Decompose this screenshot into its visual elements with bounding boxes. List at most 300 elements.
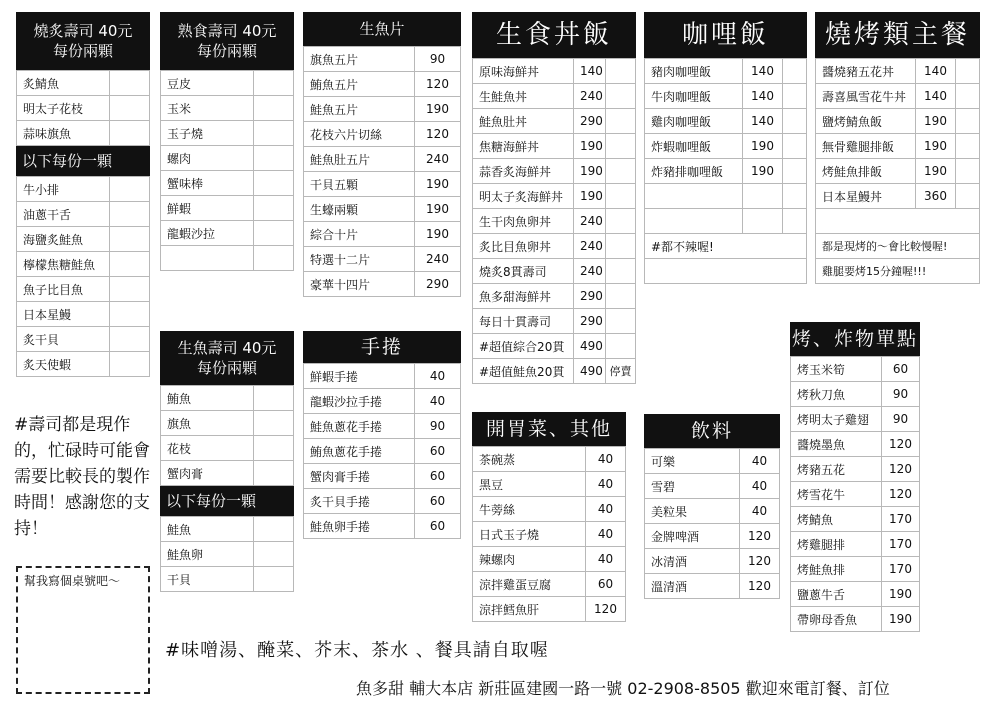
item-name: 鹽烤鯖魚飯 (816, 109, 916, 134)
item-name: 鮭魚肚五片 (304, 147, 415, 172)
raw-fish-sushi-title: 生魚壽司 40元 (177, 339, 277, 357)
item-price: 490 (574, 334, 606, 359)
item-price: 190 (916, 159, 956, 184)
sushi-note: #壽司都是現作的，忙碌時可能會需要比較長的製作時間！感謝您的支持！ (14, 415, 150, 539)
table-row[interactable] (473, 572, 626, 597)
table-row[interactable] (17, 252, 150, 277)
table-row[interactable] (304, 122, 461, 147)
curry-table (644, 58, 807, 284)
item-price: 120 (740, 524, 780, 549)
table-row[interactable] (473, 84, 636, 109)
curry-note: #都不辣喔! (645, 234, 807, 259)
table-row[interactable] (473, 309, 636, 334)
item-price: 170 (882, 507, 920, 532)
table-row[interactable] (17, 177, 150, 202)
item-name: 生鮭魚丼 (473, 84, 574, 109)
table-row[interactable] (161, 461, 294, 486)
item-price: 120 (740, 549, 780, 574)
item-price: 140 (743, 109, 783, 134)
cooked-sushi-table (160, 70, 294, 271)
item-name: 雪碧 (645, 474, 740, 499)
store-info: 魚多甜 輔大本店 新莊區建國一路一號 02-2908-8505 歡迎來電訂餐、訂位 (356, 679, 890, 698)
item-name: 溫清酒 (645, 574, 740, 599)
item-name: 鮮蝦 (161, 196, 254, 221)
item-name: 魚子比目魚 (17, 277, 110, 302)
item-name: 炙比目魚卵丼 (473, 234, 574, 259)
cooked-sushi-title: 熟食壽司 40元 (177, 22, 277, 40)
table-row (645, 259, 807, 284)
item-name: 雞肉咖哩飯 (645, 109, 743, 134)
grilled-sushi-subtitle: 每份兩顆 (52, 42, 113, 60)
item-price (743, 209, 783, 234)
table-row[interactable] (473, 109, 636, 134)
raw-fish-sushi-subtitle: 每份兩顆 (196, 359, 257, 377)
table-row[interactable] (161, 542, 294, 567)
appetizers-section (472, 412, 626, 622)
item-name: 日本星鰻丼 (816, 184, 916, 209)
item-name: 玉米 (161, 96, 254, 121)
item-price: 40 (586, 547, 626, 572)
item-price: 120 (415, 72, 461, 97)
item-price: 60 (415, 464, 461, 489)
grilled-fried-table (790, 356, 920, 632)
table-row[interactable] (473, 259, 636, 284)
table-row[interactable] (161, 517, 294, 542)
item-price: 190 (574, 134, 606, 159)
table-row[interactable] (473, 472, 626, 497)
table-row[interactable] (304, 47, 461, 72)
item-price: 170 (882, 532, 920, 557)
table-row[interactable] (17, 121, 150, 146)
item-name: 鮪魚蔥花手捲 (304, 439, 415, 464)
item-name: 美粒果 (645, 499, 740, 524)
item-name: 旗魚 (161, 411, 254, 436)
grilled-fried-section (790, 322, 920, 632)
item-name: 日式玉子燒 (473, 522, 586, 547)
table-row[interactable] (816, 159, 980, 184)
table-row[interactable] (161, 96, 294, 121)
item-price: 190 (415, 222, 461, 247)
self-service-note: #味噌湯、醃菜、芥末、茶水 、餐具請自取喔 (165, 640, 549, 661)
table-row[interactable] (17, 96, 150, 121)
item-name: 蒜味旗魚 (17, 121, 110, 146)
item-name: 醬燒豬五花丼 (816, 59, 916, 84)
table-row[interactable] (17, 202, 150, 227)
item-name: 炙干貝 (17, 327, 110, 352)
grilled-sushi-table-2 (16, 176, 150, 377)
item-name: 烤鮭魚排飯 (816, 159, 916, 184)
item-price: 40 (740, 499, 780, 524)
table-row[interactable] (791, 582, 920, 607)
item-price: 120 (586, 597, 626, 622)
item-name: 蟹味棒 (161, 171, 254, 196)
table-row[interactable] (645, 474, 780, 499)
item-name: 茶碗蒸 (473, 447, 586, 472)
item-name: 涼拌鱈魚肝 (473, 597, 586, 622)
item-price: 490 (574, 359, 606, 384)
item-name: 烤鯖魚 (791, 507, 882, 532)
table-row[interactable] (304, 489, 461, 514)
table-row[interactable] (645, 59, 807, 84)
item-price: 90 (415, 414, 461, 439)
item-name: 鮭魚 (161, 517, 254, 542)
item-price: 140 (916, 84, 956, 109)
table-row[interactable] (17, 352, 150, 377)
table-row[interactable] (161, 386, 294, 411)
table-row[interactable] (791, 482, 920, 507)
table-row[interactable] (304, 197, 461, 222)
sashimi-section (303, 12, 461, 297)
table-row[interactable] (473, 159, 636, 184)
item-name: 玉子燒 (161, 121, 254, 146)
table-row[interactable] (791, 432, 920, 457)
item-price: 120 (882, 432, 920, 457)
table-row[interactable] (161, 436, 294, 461)
item-price: 190 (743, 134, 783, 159)
raw-fish-sushi-header (160, 331, 294, 385)
table-row[interactable] (304, 514, 461, 539)
item-price: 190 (882, 607, 920, 632)
item-name: 明太子炙海鮮丼 (473, 184, 574, 209)
item-name: 鮭魚卵 (161, 542, 254, 567)
table-row[interactable] (17, 302, 150, 327)
table-row[interactable] (816, 184, 980, 209)
grilled-sushi-title: 燒炙壽司 40元 (33, 22, 133, 40)
item-price: 140 (743, 59, 783, 84)
table-row[interactable] (791, 382, 920, 407)
item-price: 190 (415, 197, 461, 222)
item-price: 190 (415, 172, 461, 197)
item-price: 120 (882, 457, 920, 482)
item-name: 炙鯖魚 (17, 71, 110, 96)
item-price: 140 (743, 84, 783, 109)
cooked-sushi-subtitle: 每份兩顆 (196, 42, 257, 60)
item-name: 龍蝦沙拉手捲 (304, 389, 415, 414)
raw-bowls-table (472, 58, 636, 384)
table-row[interactable] (816, 109, 980, 134)
table-row[interactable] (791, 532, 920, 557)
hand-rolls-table (303, 363, 461, 539)
item-name: 鮪魚五片 (304, 72, 415, 97)
item-price: 360 (916, 184, 956, 209)
table-row[interactable] (17, 71, 150, 96)
table-row[interactable] (304, 222, 461, 247)
item-price: 190 (743, 159, 783, 184)
table-row[interactable] (161, 246, 294, 271)
item-name: 焦糖海鮮丼 (473, 134, 574, 159)
item-price: 190 (916, 109, 956, 134)
table-row[interactable] (161, 221, 294, 246)
table-row[interactable] (473, 59, 636, 84)
item-price: 60 (586, 572, 626, 597)
table-row[interactable] (304, 364, 461, 389)
table-row[interactable] (816, 84, 980, 109)
item-name: 生蠔兩顆 (304, 197, 415, 222)
drinks-section (644, 414, 780, 599)
item-price: 290 (574, 309, 606, 334)
grilled-sushi-section (16, 12, 150, 377)
item-name: 蟹肉膏手捲 (304, 464, 415, 489)
item-name: 生干肉魚卵丼 (473, 209, 574, 234)
item-price: 90 (882, 382, 920, 407)
item-price: 40 (740, 449, 780, 474)
table-row[interactable] (17, 277, 150, 302)
table-row[interactable] (645, 84, 807, 109)
table-row (645, 234, 807, 259)
item-name: 無骨雞腿排飯 (816, 134, 916, 159)
drinks-header: 飲料 (644, 414, 780, 448)
table-row[interactable] (791, 607, 920, 632)
item-price: 40 (586, 497, 626, 522)
sashimi-table (303, 46, 461, 297)
item-name: 涼拌雞蛋豆腐 (473, 572, 586, 597)
item-name: 烤玉米筍 (791, 357, 882, 382)
item-price: 90 (882, 407, 920, 432)
table-row[interactable] (816, 134, 980, 159)
item-price: 40 (740, 474, 780, 499)
table-row[interactable] (473, 497, 626, 522)
curry-section (644, 12, 807, 284)
table-row[interactable] (473, 209, 636, 234)
item-price: 190 (415, 97, 461, 122)
item-price: 120 (740, 574, 780, 599)
table-row[interactable] (645, 499, 780, 524)
item-name: 豆皮 (161, 71, 254, 96)
item-name: 炙干貝手捲 (304, 489, 415, 514)
table-row (816, 259, 980, 284)
raw-fish-sushi-table-2 (160, 516, 294, 592)
item-name: 海鹽炙鮭魚 (17, 227, 110, 252)
item-price: 90 (415, 47, 461, 72)
item-name: 烤雞腿排 (791, 532, 882, 557)
item-name: 每日十貫壽司 (473, 309, 574, 334)
item-name: 烤鮭魚排 (791, 557, 882, 582)
item-name: 帶卵母香魚 (791, 607, 882, 632)
table-row[interactable] (17, 327, 150, 352)
item-price: 240 (415, 147, 461, 172)
item-name: 干貝 (161, 567, 254, 592)
item-name: 龍蝦沙拉 (161, 221, 254, 246)
item-name: 金牌啤酒 (645, 524, 740, 549)
table-row[interactable] (645, 524, 780, 549)
table-row[interactable] (473, 234, 636, 259)
table-row[interactable] (473, 334, 636, 359)
raw-fish-sushi-section (160, 331, 294, 592)
table-row[interactable] (304, 389, 461, 414)
grilled-sushi-header (16, 12, 150, 70)
item-name: 烤雪花牛 (791, 482, 882, 507)
item-price: 190 (574, 159, 606, 184)
item-name: 黑豆 (473, 472, 586, 497)
grill-mains-table (815, 58, 980, 284)
cooked-sushi-header (160, 12, 294, 70)
table-row[interactable] (791, 557, 920, 582)
item-price: 140 (574, 59, 606, 84)
item-price: 120 (882, 482, 920, 507)
item-name: 特選十二片 (304, 247, 415, 272)
item-price: 190 (916, 134, 956, 159)
table-row[interactable] (161, 121, 294, 146)
table-row[interactable] (161, 411, 294, 436)
item-name: 烤豬五花 (791, 457, 882, 482)
item-name: 牛蒡絲 (473, 497, 586, 522)
drinks-table (644, 448, 780, 599)
table-row[interactable] (791, 507, 920, 532)
item-price: 290 (574, 284, 606, 309)
table-row[interactable] (791, 457, 920, 482)
item-name: 壽喜風雪花牛丼 (816, 84, 916, 109)
table-row[interactable] (816, 59, 980, 84)
table-row[interactable] (473, 359, 636, 384)
item-name: 鮭魚五片 (304, 97, 415, 122)
hand-rolls-section (303, 331, 461, 539)
item-name: 綜合十片 (304, 222, 415, 247)
table-number-box[interactable] (16, 566, 150, 694)
item-name: 冰清酒 (645, 549, 740, 574)
table-row[interactable] (304, 97, 461, 122)
item-name: 鮭魚蔥花手捲 (304, 414, 415, 439)
item-name: 烤明太子雞翅 (791, 407, 882, 432)
item-name: 油蔥干舌 (17, 202, 110, 227)
raw-fish-sushi-subheader: 以下每份一顆 (160, 486, 294, 516)
item-price: 140 (916, 59, 956, 84)
item-price: 40 (586, 522, 626, 547)
grill-mains-section (815, 12, 980, 284)
item-price: 170 (882, 557, 920, 582)
table-row[interactable] (645, 449, 780, 474)
item-price: 60 (415, 514, 461, 539)
item-price: 40 (415, 364, 461, 389)
item-name: 炸豬排咖哩飯 (645, 159, 743, 184)
item-name: 炸蝦咖哩飯 (645, 134, 743, 159)
table-row[interactable] (473, 597, 626, 622)
item-name: 可樂 (645, 449, 740, 474)
item-name: 魚多甜海鮮丼 (473, 284, 574, 309)
table-row[interactable] (473, 134, 636, 159)
raw-fish-sushi-table (160, 385, 294, 486)
item-price: 40 (586, 447, 626, 472)
grilled-sushi-table (16, 70, 150, 146)
item-name: 鹽蔥牛舌 (791, 582, 882, 607)
item-price: 60 (415, 439, 461, 464)
table-row[interactable] (304, 172, 461, 197)
table-row[interactable] (304, 439, 461, 464)
item-name: 牛小排 (17, 177, 110, 202)
item-price: 190 (882, 582, 920, 607)
item-name: #超值綜合20貫 (473, 334, 574, 359)
cooked-sushi-section (160, 12, 294, 271)
appetizers-table (472, 446, 626, 622)
item-price: 240 (574, 209, 606, 234)
table-row[interactable] (645, 159, 807, 184)
grill-mains-header: 燒烤類主餐 (815, 12, 980, 58)
table-row[interactable] (791, 357, 920, 382)
table-row[interactable] (473, 284, 636, 309)
item-price: 60 (415, 489, 461, 514)
table-row[interactable] (645, 549, 780, 574)
item-name: 豬肉咖哩飯 (645, 59, 743, 84)
item-price: 190 (574, 184, 606, 209)
table-row[interactable] (645, 209, 807, 234)
table-row[interactable] (161, 146, 294, 171)
grilled-fried-header: 烤、炸物單點 (790, 322, 920, 356)
raw-bowls-section (472, 12, 636, 384)
item-price: 240 (415, 247, 461, 272)
table-row[interactable] (161, 71, 294, 96)
item-name: 蟹肉膏 (161, 461, 254, 486)
table-row[interactable] (473, 447, 626, 472)
table-number-label: 幫我寫個桌號吧～ (24, 574, 121, 588)
item-name (645, 184, 743, 209)
table-row[interactable] (161, 567, 294, 592)
hand-rolls-header: 手捲 (303, 331, 461, 363)
table-row[interactable] (304, 147, 461, 172)
table-row (816, 209, 980, 234)
item-name: 明太子花枝 (17, 96, 110, 121)
table-row[interactable] (473, 547, 626, 572)
grill-note-1: 都是現烤的～會比較慢喔! (816, 234, 980, 259)
table-row[interactable] (791, 407, 920, 432)
item-price: 120 (415, 122, 461, 147)
table-row[interactable] (645, 574, 780, 599)
table-row (816, 234, 980, 259)
item-price: 290 (415, 272, 461, 297)
table-row[interactable] (304, 464, 461, 489)
curry-header: 咖哩飯 (644, 12, 807, 58)
table-row[interactable] (161, 196, 294, 221)
item-name: 鮮蝦手捲 (304, 364, 415, 389)
item-name: 醬燒墨魚 (791, 432, 882, 457)
sashimi-header: 生魚片 (303, 12, 461, 46)
item-name: 螺肉 (161, 146, 254, 171)
item-name (645, 209, 743, 234)
table-row[interactable] (304, 414, 461, 439)
table-row[interactable] (645, 184, 807, 209)
table-row[interactable] (161, 171, 294, 196)
item-price: 240 (574, 259, 606, 284)
table-row[interactable] (304, 272, 461, 297)
item-name: 牛肉咖哩飯 (645, 84, 743, 109)
raw-bowls-header: 生食丼飯 (472, 12, 636, 58)
item-name: 鮭魚卵手捲 (304, 514, 415, 539)
table-row[interactable] (17, 227, 150, 252)
item-name: 原味海鮮丼 (473, 59, 574, 84)
item-name: 烤秋刀魚 (791, 382, 882, 407)
table-row[interactable] (473, 184, 636, 209)
item-name: 炙天使蝦 (17, 352, 110, 377)
item-name (161, 246, 254, 271)
item-name: #超值鮭魚20貫 (473, 359, 574, 384)
item-name: 鮭魚肚丼 (473, 109, 574, 134)
item-price (743, 184, 783, 209)
item-price: 40 (586, 472, 626, 497)
item-name: 花枝 (161, 436, 254, 461)
item-name: 豪華十四片 (304, 272, 415, 297)
table-row[interactable] (473, 522, 626, 547)
item-name: 檸檬焦糖鮭魚 (17, 252, 110, 277)
grilled-sushi-subheader: 以下每份一顆 (16, 146, 150, 176)
table-row[interactable] (304, 247, 461, 272)
item-price: 240 (574, 234, 606, 259)
item-name: 燒炙8貫壽司 (473, 259, 574, 284)
table-row[interactable] (645, 134, 807, 159)
table-row[interactable] (304, 72, 461, 97)
item-price: 290 (574, 109, 606, 134)
item-name: 蒜香炙海鮮丼 (473, 159, 574, 184)
item-name: 鮪魚 (161, 386, 254, 411)
table-row[interactable] (645, 109, 807, 134)
item-name: 日本星鰻 (17, 302, 110, 327)
